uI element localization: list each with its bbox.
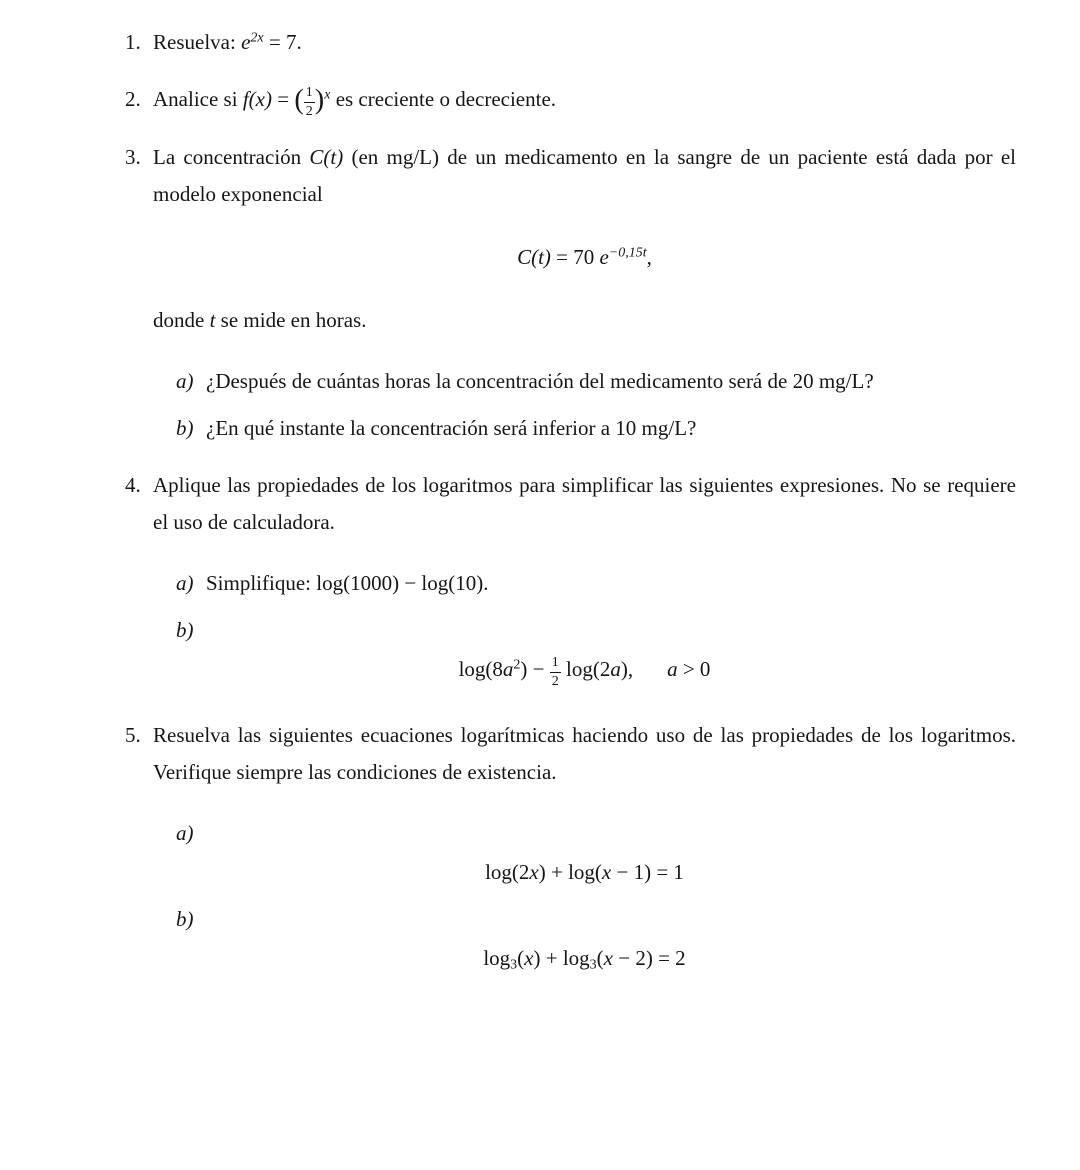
sub-b-label: b) — [176, 618, 194, 643]
problem-2-text-after: es creciente o decreciente. — [330, 87, 557, 111]
sub-a-label: a) — [176, 369, 194, 394]
problem-1-number: 1. — [125, 30, 141, 54]
sub-a-label: a) — [176, 571, 194, 596]
problem-5-sub-b — [153, 901, 1016, 938]
where-text-after: se mide en horas. — [215, 308, 367, 333]
math-var-x: x — [529, 860, 539, 885]
equation-log-simplify — [153, 651, 1016, 689]
condition-inequality: > 0 — [677, 657, 711, 682]
problem-3-where-clause — [153, 302, 1016, 339]
math-var-a: a — [502, 657, 514, 682]
fraction-numerator: 1 — [304, 85, 315, 102]
problem-3 — [125, 139, 1016, 447]
math-var-e: e — [241, 30, 251, 54]
problem-4-statement: Aplique las propiedades de los logaritmos para simplificar las siguientes expresiones. No se requiere el uso de calculadora. — [153, 473, 1016, 535]
log-term-close: − 2) = 2 — [612, 946, 686, 971]
open-paren-1: ( — [517, 946, 525, 971]
fraction-denominator: 2 — [551, 673, 559, 689]
math-var-fx: f(x) — [242, 87, 272, 111]
sub-b-text: ¿En qué instante la concentración será inferior a 10 mg/L? — [206, 416, 697, 441]
where-text: donde — [153, 308, 210, 333]
fraction-denominator: 2 — [305, 103, 313, 119]
log-base-3-second: 3 — [589, 957, 597, 973]
problem-2-statement — [153, 81, 1016, 119]
log-base-3: 3 — [510, 957, 518, 973]
math-equals-sign: = — [271, 87, 295, 111]
fraction-numerator: 1 — [550, 655, 561, 672]
problem-1 — [125, 24, 1016, 61]
math-open-paren: ( — [294, 84, 304, 116]
problem-5-body — [153, 717, 1016, 985]
math-var-ct-eq: C(t) — [517, 245, 551, 270]
problem-4-number: 4. — [125, 473, 141, 498]
math-var-x-2: x — [601, 860, 612, 885]
problem-4-body — [153, 467, 1016, 697]
problem-3-sub-b — [153, 410, 1016, 447]
math-close-paren: ) — [314, 84, 325, 116]
sub-a-text: Simplifique: log(1000) − log(10). — [206, 571, 489, 596]
problem-2-text: Analice si — [153, 87, 243, 111]
sub-a-text: ¿Después de cuántas horas la concentración del medicamento será de 20 mg/L? — [206, 369, 874, 394]
problem-5-number: 5. — [125, 723, 141, 748]
problem-2 — [125, 81, 1016, 119]
problem-4-sub-b — [153, 612, 1016, 649]
math-var-x: x — [524, 946, 534, 971]
math-var-e-eq: e — [599, 245, 609, 270]
math-var-ct: C(t) — [309, 145, 344, 170]
minus-sign: ) − — [520, 657, 550, 682]
problem-3-text: La concentración — [153, 145, 310, 170]
log-term-3: − 1) = 1 — [611, 860, 684, 885]
problem-4 — [125, 467, 1016, 697]
problem-5-sub-a — [153, 815, 1016, 852]
problem-3-text-after: (en mg/L) de un medicamento en la sangre de un paciente está dada por el modelo exponencial — [153, 145, 1016, 207]
log-term-close: ), — [620, 657, 634, 682]
equation-log-base3 — [153, 940, 1016, 977]
problem-3-sub-a — [153, 363, 1016, 400]
problem-1-text-after: = 7. — [263, 30, 302, 54]
equation-log-base10 — [153, 854, 1016, 891]
math-exponent-x: x — [324, 87, 331, 103]
math-exponent-2: 2 — [513, 657, 521, 673]
problem-4-sub-a — [153, 565, 1016, 602]
problem-3-statement — [153, 139, 1016, 213]
log-word-1: log — [483, 946, 511, 971]
problem-1-statement — [153, 24, 1016, 61]
log-term-2: log(2 — [560, 657, 611, 682]
equation-trailing-comma: , — [646, 245, 652, 270]
math-equals-70: = 70 — [550, 245, 600, 270]
open-paren-2: ( — [596, 946, 604, 971]
log-term-1: log(2 — [485, 860, 530, 885]
equation-concentration-model — [153, 239, 1016, 276]
fraction-one-half-coef — [550, 655, 561, 689]
math-exponent-2x: 2x — [250, 30, 264, 46]
problem-3-body — [153, 139, 1016, 447]
sub-b-label: b) — [176, 907, 194, 932]
math-var-a-2: a — [610, 657, 621, 682]
problem-5 — [125, 717, 1016, 985]
condition-a-positive — [667, 657, 710, 681]
math-var-x-2: x — [603, 946, 613, 971]
log-word-2: ) + log — [533, 946, 590, 971]
problem-2-number: 2. — [125, 87, 141, 111]
log-term-2: ) + log( — [538, 860, 602, 885]
sub-a-label: a) — [176, 821, 194, 846]
problem-1-text: Resuelva: — [153, 30, 242, 54]
log-term-1: log(8 — [458, 657, 503, 682]
sub-b-label: b) — [176, 416, 194, 441]
problem-1-body — [153, 24, 1016, 61]
math-var-t: t — [209, 308, 216, 333]
problem-3-number: 3. — [125, 145, 141, 170]
problem-2-body — [153, 81, 1016, 119]
math-var-a-cond: a — [667, 657, 678, 682]
math-exponent-decay: −0,15t — [608, 245, 647, 261]
fraction-one-half — [304, 85, 315, 119]
problem-5-statement: Resuelva las siguientes ecuaciones logarítmicas haciendo uso de las propiedades de los logaritmos. Verifique siempre las condiciones de existencia. — [153, 723, 1016, 785]
